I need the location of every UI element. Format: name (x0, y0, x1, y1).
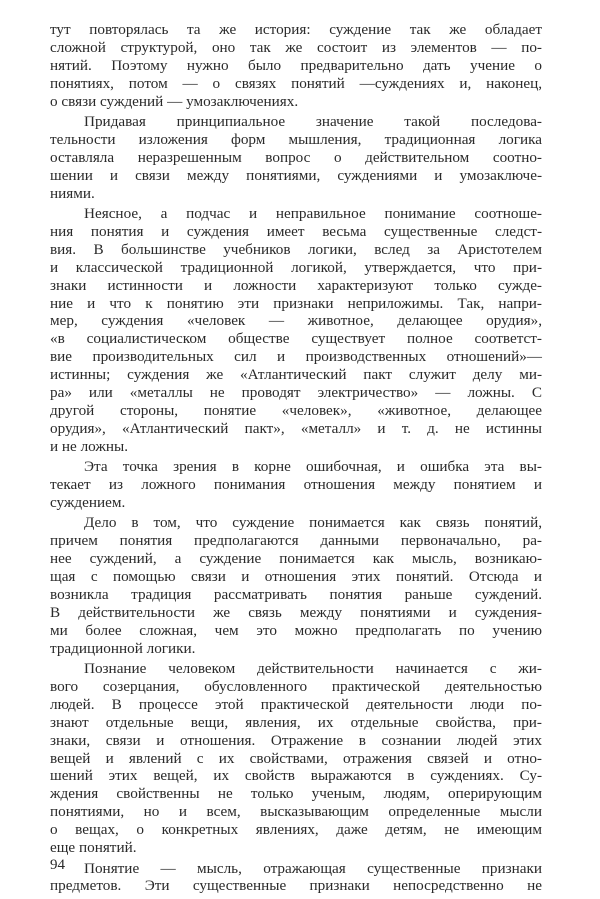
paragraph (50, 21, 542, 110)
text-line: шении и связи между понятиями, суждениями и умозаключе- (50, 166, 542, 184)
text-line: ния понятия и суждения имеет весьма существенные следст- (50, 222, 542, 240)
page-number: 94 (50, 857, 65, 873)
text-line: возникла традиция рассматривать понятия раньше суждений. (50, 585, 542, 603)
text-line: ми более сложная, чем это можно предполагать по учению (50, 621, 542, 639)
text-line: ра» или «металлы не проводят электричество» — ложны. С (50, 384, 542, 401)
paragraph (50, 205, 542, 455)
paragraph (50, 514, 542, 657)
text-line: Дело в том, что суждение понимается как связь понятий, (84, 514, 542, 532)
page-body (50, 21, 542, 898)
text-line: вия. В большинстве учебников логики, вслед за Аристотелем (50, 240, 542, 258)
text-line: шений этих вещей, их свойств выражаются в суждениях. Су- (50, 767, 542, 785)
text-line: Неясное, а подчас и неправильное понимание соотноше- (84, 205, 542, 223)
text-line: Понятие — мысль, отражающая существенные признаки (84, 859, 542, 877)
text-line: текает из ложного понимания отношения между понятием и (50, 476, 542, 494)
text-line: Придавая принципиальное значение такой последова- (84, 113, 542, 131)
text-line: и не ложны. (50, 437, 129, 455)
text-line: ние и что к понятию эти признаки неприложимы. Так, напри- (50, 294, 542, 312)
text-line: тут повторялась та же история: суждение так же обладает (50, 21, 542, 38)
text-line: традиционной логики. (50, 639, 196, 657)
text-line: щая с помощью связи и отношения этих понятий. Отсюда и (50, 568, 542, 586)
paragraph (50, 458, 542, 512)
text-line: тельности изложения форм мышления, традиционная логика (50, 130, 542, 148)
text-line: знают отдельные вещи, явления, их отдельные свойства, при- (50, 713, 542, 731)
paragraph (50, 660, 542, 857)
text-line: Эта точка зрения в корне ошибочная, и ошибка эта вы- (84, 458, 542, 476)
text-line: другой стороны, понятие «человек», «животное, делающее (50, 401, 542, 419)
text-line: причем понятия предполагаются данными первоначально, ра- (50, 532, 542, 550)
text-line: понятиях, потом — о связях понятий —суждениях и, наконец, (50, 74, 542, 92)
text-line: знаки истинности и ложности характеризуют только сужде- (50, 276, 542, 294)
text-line: вого созерцания, обусловленного практической деятельностью (50, 678, 542, 696)
text-line: нятий. Поэтому нужно было предварительно дать учение о (50, 56, 542, 74)
text-line: вещей и явлений с их свойствами, отражения связей и отно- (50, 749, 542, 767)
text-line: сложной структурой, оно так же состоит из элементов — по- (50, 38, 542, 56)
text-line: о вещах, о конкретных явлениях, даже детям, не имеющим (50, 821, 542, 839)
text-line: В действительности же связь между понятиями и суждения- (50, 603, 542, 621)
text-line: «в социалистическом обществе существует полное соответст- (50, 330, 542, 348)
text-line: Познание человеком действительности начинается с жи- (84, 660, 542, 678)
text-line: суждением. (50, 493, 126, 511)
text-line: предметов. Эти существенные признаки непосредственно не (50, 877, 542, 895)
paragraph (50, 860, 542, 896)
text-line: вие производительных сил и производственных отношений»— (50, 348, 542, 366)
paragraph (50, 113, 542, 202)
text-line: орудия», «Атлантический пакт», «металл» и т. д. не истинны (50, 419, 542, 437)
text-line: истинны; суждения же «Атлантический пакт служит делу ми- (50, 366, 542, 384)
text-line: ждения свойственны не только ученым, людям, оперирующим (50, 785, 542, 803)
text-line: и классической традиционной логикой, утверждается, что при- (50, 258, 542, 276)
text-line: людей. В процессе этой практической деятельности люди по- (50, 695, 542, 713)
text-line: нее суждений, а суждение понимается как мысль, возникаю- (50, 550, 542, 568)
text-line: ниями. (50, 184, 95, 202)
text-line: понятиями, но и всем, высказывающим определенные мысли (50, 803, 542, 821)
text-line: знаки, связи и отношения. Отражение в сознании людей этих (50, 731, 542, 749)
text-line: о связи суждений — умозаключениях. (50, 92, 299, 110)
text-line: оставляла неразрешенным вопрос о действительном соотно- (50, 148, 542, 166)
text-line: мер, суждения «человек — животное, делающее орудия», (50, 312, 542, 330)
text-line: еще понятий. (50, 839, 137, 857)
